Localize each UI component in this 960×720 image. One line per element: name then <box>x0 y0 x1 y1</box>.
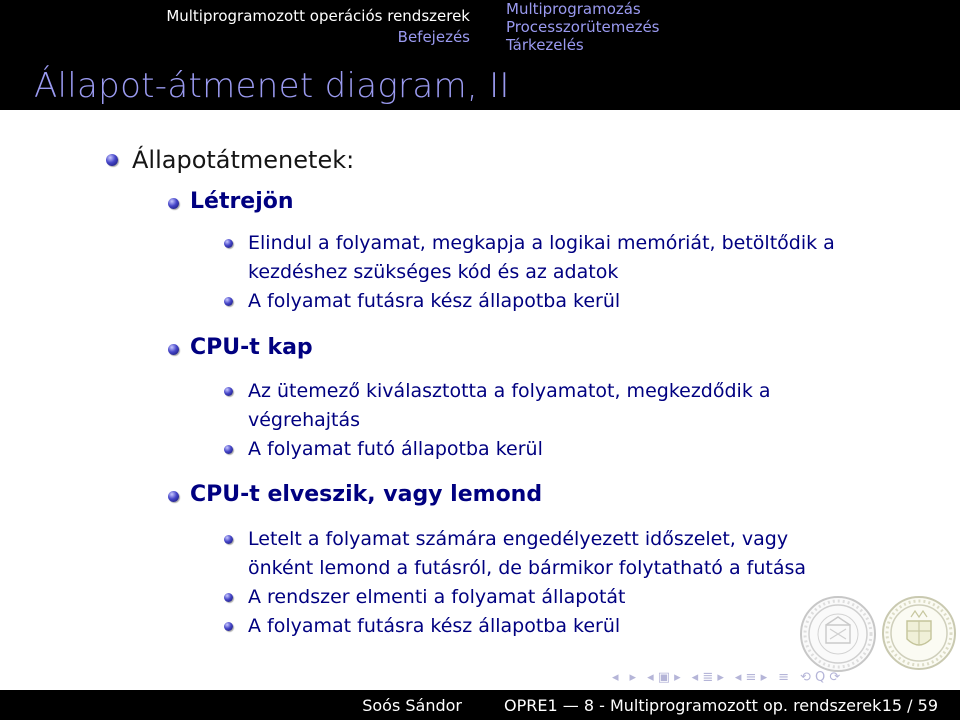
navigation-symbols <box>612 668 840 686</box>
university-seal-left-icon <box>799 595 877 673</box>
group-heading-loses-cpu: CPU-t elveszik, vagy lemond <box>190 482 543 507</box>
list-item-line: önként lemond a futásról, de bármikor folytatható a futása <box>248 557 807 579</box>
nav-subsection-multiprogramming[interactable]: Multiprogramozás <box>506 0 641 18</box>
list-item-line: Letelt a folyamat számára engedélyezett időszelet, vagy <box>248 528 789 550</box>
bullet-icon <box>224 535 233 544</box>
list-item-line: A folyamat futásra kész állapotba kerül <box>248 615 621 637</box>
list-item-line: A folyamat futó állapotba kerül <box>248 438 543 460</box>
header-bar <box>0 0 960 54</box>
slide-title: Állapot-átmenet diagram, II <box>34 66 510 106</box>
subsection-icon[interactable]: ◂ ≣ ▸ <box>691 669 724 685</box>
bullet-icon <box>224 593 233 602</box>
footer-title: OPRE1 — 8 - Multiprogramozott op. rendszerek <box>504 696 882 715</box>
section-icon[interactable]: ◂ ≡ ▸ <box>734 669 768 685</box>
list-item-line: Az ütemező kiválasztotta a folyamatot, megkezdődik a <box>248 380 771 402</box>
group-heading-gets-cpu: CPU-t kap <box>190 335 313 360</box>
list-item-line: Elindul a folyamat, megkapja a logikai memóriát, betöltődik a <box>248 232 835 254</box>
university-seal-right-icon <box>881 595 957 671</box>
search-icon[interactable]: ⟲ Q ⟳ <box>800 669 841 685</box>
bullet-icon <box>168 491 179 502</box>
list-item-line: A folyamat futásra kész állapotba kerül <box>248 290 621 312</box>
footer-author: Soós Sándor <box>362 696 462 715</box>
bullet-icon <box>106 154 118 166</box>
list-item-line: végrehajtás <box>248 409 361 431</box>
list-item-line: A rendszer elmenti a folyamat állapotát <box>248 586 626 608</box>
nav-subsection-scheduling[interactable]: Processzorütemezés <box>506 18 660 36</box>
align-icon[interactable]: ≡ <box>778 669 790 685</box>
bullet-icon <box>224 445 233 454</box>
footer-right <box>498 690 960 720</box>
bullet-icon <box>224 387 233 396</box>
group-heading-created: Létrejön <box>190 189 294 214</box>
bullet-icon <box>168 198 179 209</box>
arrow-right-icon[interactable]: ▸ <box>629 669 637 685</box>
nav-section-next[interactable]: Befejezés <box>397 28 470 46</box>
top-item: Állapotátmenetek: <box>132 146 355 174</box>
header-left <box>0 0 498 54</box>
nav-section-current[interactable]: Multiprogramozott operációs rendszerek <box>166 7 470 25</box>
footer-page-number: 15 / 59 <box>881 696 938 715</box>
bullet-icon <box>224 297 233 306</box>
footer-left <box>0 690 498 720</box>
bullet-icon <box>224 239 233 248</box>
bullet-icon <box>168 344 179 355</box>
nav-subsection-memory[interactable]: Tárkezelés <box>506 36 584 54</box>
arrow-left-icon[interactable]: ◂ <box>612 669 619 685</box>
header-right <box>498 0 960 54</box>
footer-bar <box>0 690 960 720</box>
bullet-icon <box>224 622 233 631</box>
frame-icon[interactable]: ◂ ▣ ▸ <box>647 669 681 685</box>
list-item-line: kezdéshez szükséges kód és az adatok <box>248 261 619 283</box>
